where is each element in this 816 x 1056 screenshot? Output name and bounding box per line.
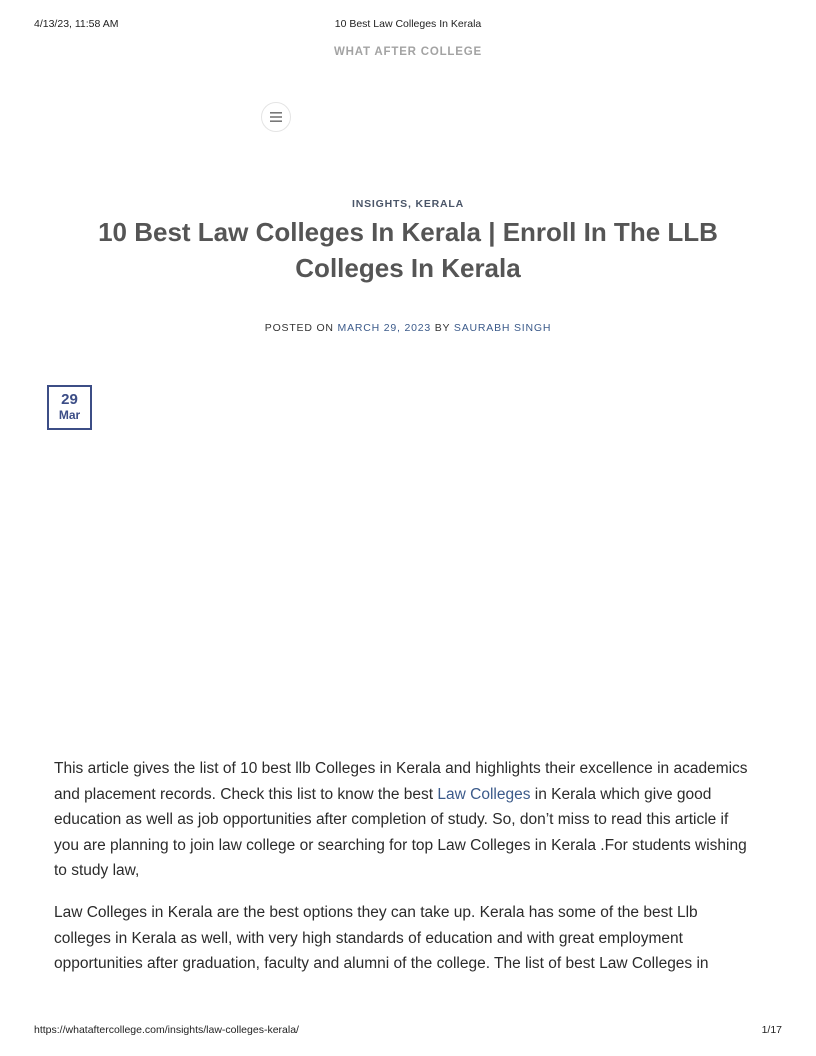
print-url: https://whataftercollege.com/insights/law-colleges-kerala/ [34, 1024, 299, 1036]
content-paragraph-2: Law Colleges in Kerala are the best options they can take up. Kerala has some of the best Llb colleges in Kerala as well, with very high standards of education and with great employment opportunities after graduation, faculty and alumni of the college. The list of best Law Colleges in [54, 903, 709, 973]
post-content [54, 756, 754, 993]
hamburger-icon [270, 112, 282, 122]
post-title-line-2: Colleges In Kerala [295, 253, 521, 283]
posted-on-label: POSTED ON [264, 322, 338, 334]
category-link-kerala[interactable]: KERALA [415, 198, 464, 210]
paragraph-1-text-after: in Kerala which give good education as well as job opportunities after completion of study. So, don’t miss to read this article if you are planning to join law college or searching for top Law Colleges in Kerala .For students wishing to study law, [54, 785, 747, 880]
print-header [34, 18, 782, 34]
date-badge-day: 29 [61, 391, 78, 408]
category-link-insights[interactable]: INSIGHTS [352, 198, 408, 210]
category-separator: , [408, 198, 416, 210]
date-badge-month: Mar [58, 408, 81, 422]
law-colleges-link[interactable]: Law Colleges [437, 785, 531, 803]
post-title-line-1: 10 Best Law Colleges In Kerala | Enroll In The LLB [98, 217, 718, 247]
post-date-link[interactable]: MARCH 29, 2023 [337, 322, 432, 334]
post-title [60, 214, 756, 286]
author-link[interactable]: SAURABH SINGH [453, 322, 552, 334]
print-doc-title: 10 Best Law Colleges In Kerala [334, 18, 482, 30]
print-page-indicator: 1/17 [761, 1024, 782, 1036]
by-label: BY [431, 322, 454, 334]
post-categories [0, 198, 816, 210]
paragraph-1-text-before: This article gives the list of 10 best llb Colleges in Kerala and highlights their excellence in academics and placement records. Check this list to know the best [54, 760, 748, 803]
content-paragraph-1 [54, 756, 754, 884]
print-footer [34, 1024, 782, 1040]
date-badge [47, 385, 92, 430]
menu-toggle-button[interactable] [261, 102, 291, 132]
post-meta [0, 322, 816, 334]
print-datetime: 4/13/23, 11:58 AM [34, 18, 119, 30]
site-title[interactable]: WHAT AFTER COLLEGE [334, 46, 482, 58]
